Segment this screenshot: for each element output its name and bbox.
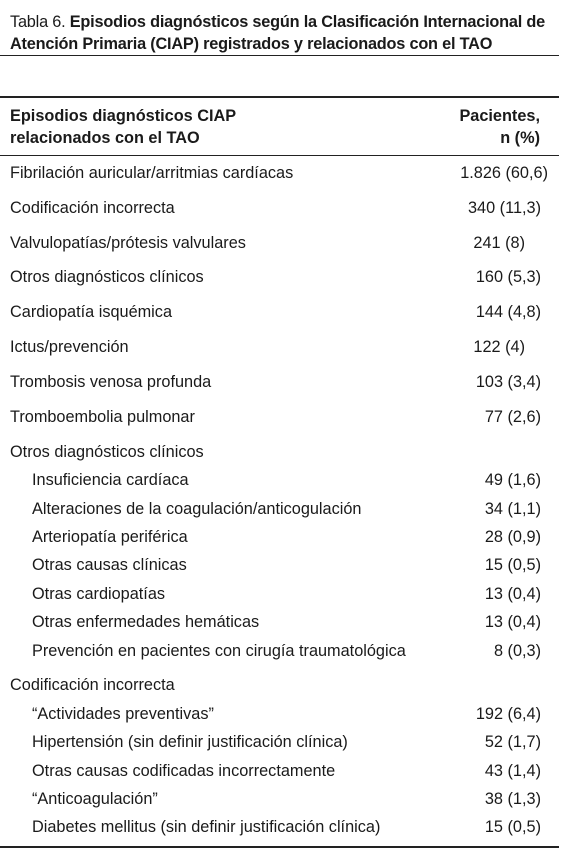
caption-title: Episodios diagnósticos según la Clasificación Internacional de Atención Primaria (CIAP) registrados y relacionados con el TAO — [10, 13, 546, 53]
row-label: Valvulopatías/prótesis valvulares — [10, 234, 246, 252]
row-label: Trombosis venosa profunda — [10, 373, 212, 391]
group-heading — [0, 672, 564, 698]
row-value: 122 (4) — [473, 338, 525, 356]
row-value: 28 (0,9) — [484, 528, 541, 546]
table-row — [0, 814, 564, 840]
row-value: 43 (1,4) — [484, 762, 541, 780]
row-value: 103 (3,4) — [475, 373, 541, 391]
row-value: 52 (1,7) — [484, 733, 541, 751]
row-value: 192 (6,4) — [475, 705, 541, 723]
table-row — [0, 758, 564, 784]
table-row — [0, 230, 564, 256]
row-label: Fibrilación auricular/arritmias cardíacas — [10, 164, 294, 182]
table-row — [0, 701, 564, 727]
row-value: 34 (1,1) — [484, 500, 541, 518]
table-row — [0, 369, 564, 395]
row-value: 38 (1,3) — [484, 790, 541, 808]
row-label: Hipertensión (sin definir justificación clínica) — [32, 733, 348, 751]
table-row — [0, 638, 564, 664]
row-label: Otros diagnósticos clínicos — [10, 268, 204, 286]
row-label: Otras cardiopatías — [32, 585, 166, 603]
row-label: Arteriopatía periférica — [32, 528, 188, 546]
row-value: 77 (2,6) — [484, 408, 541, 426]
table-bottom-rule — [0, 846, 559, 848]
table-row — [0, 334, 564, 360]
row-label: Codificación incorrecta — [10, 199, 175, 217]
row-label: “Actividades preventivas” — [32, 705, 214, 723]
row-value: 8 (0,3) — [493, 642, 541, 660]
row-value: 1.826 (60,6) — [460, 164, 548, 182]
table-row — [0, 524, 564, 550]
table-caption — [10, 11, 558, 55]
row-label: Alteraciones de la coagulación/anticogulación — [32, 500, 362, 518]
header-rule — [0, 155, 559, 156]
row-value: 15 (0,5) — [484, 818, 541, 836]
table-row — [0, 581, 564, 607]
row-label: Insuficiencia cardíaca — [32, 471, 189, 489]
table-row — [0, 195, 564, 221]
row-value: 241 (8) — [473, 234, 525, 252]
table-row — [0, 729, 564, 755]
group-title: Codificación incorrecta — [10, 676, 175, 694]
group-heading — [0, 439, 564, 465]
row-value: 15 (0,5) — [484, 556, 541, 574]
table-top-rule — [0, 96, 559, 98]
table-row — [0, 299, 564, 325]
table-row — [0, 552, 564, 578]
row-label: Otras enfermedades hemáticas — [32, 613, 260, 631]
table-row — [0, 609, 564, 635]
table-row — [0, 786, 564, 812]
row-value: 13 (0,4) — [484, 613, 541, 631]
row-label: Otras causas codificadas incorrectamente — [32, 762, 336, 780]
table-row — [0, 160, 564, 186]
row-label: Prevención en pacientes con cirugía traumatológica — [32, 642, 406, 660]
row-value: 49 (1,6) — [484, 471, 541, 489]
row-value: 340 (11,3) — [467, 199, 541, 217]
row-label: Ictus/prevención — [10, 338, 129, 356]
column-header-diagnosis: Episodios diagnósticos CIAP relacionados con el TAO — [10, 107, 237, 147]
row-label: Tromboembolia pulmonar — [10, 408, 195, 426]
table-row — [0, 467, 564, 493]
row-value: 144 (4,8) — [475, 303, 541, 321]
row-label: Otras causas clínicas — [32, 556, 187, 574]
row-label: “Anticoagulación” — [32, 790, 158, 808]
caption-label: Tabla 6. — [10, 13, 66, 31]
table-row — [0, 496, 564, 522]
table-row — [0, 264, 564, 290]
group-title: Otros diagnósticos clínicos — [10, 443, 204, 461]
column-header-patients: Pacientes, n (%) — [459, 107, 540, 147]
row-label: Cardiopatía isquémica — [10, 303, 172, 321]
row-value: 13 (0,4) — [484, 585, 541, 603]
table-row — [0, 404, 564, 430]
caption-rule — [0, 55, 559, 56]
row-value: 160 (5,3) — [475, 268, 541, 286]
row-label: Diabetes mellitus (sin definir justificación clínica) — [32, 818, 381, 836]
